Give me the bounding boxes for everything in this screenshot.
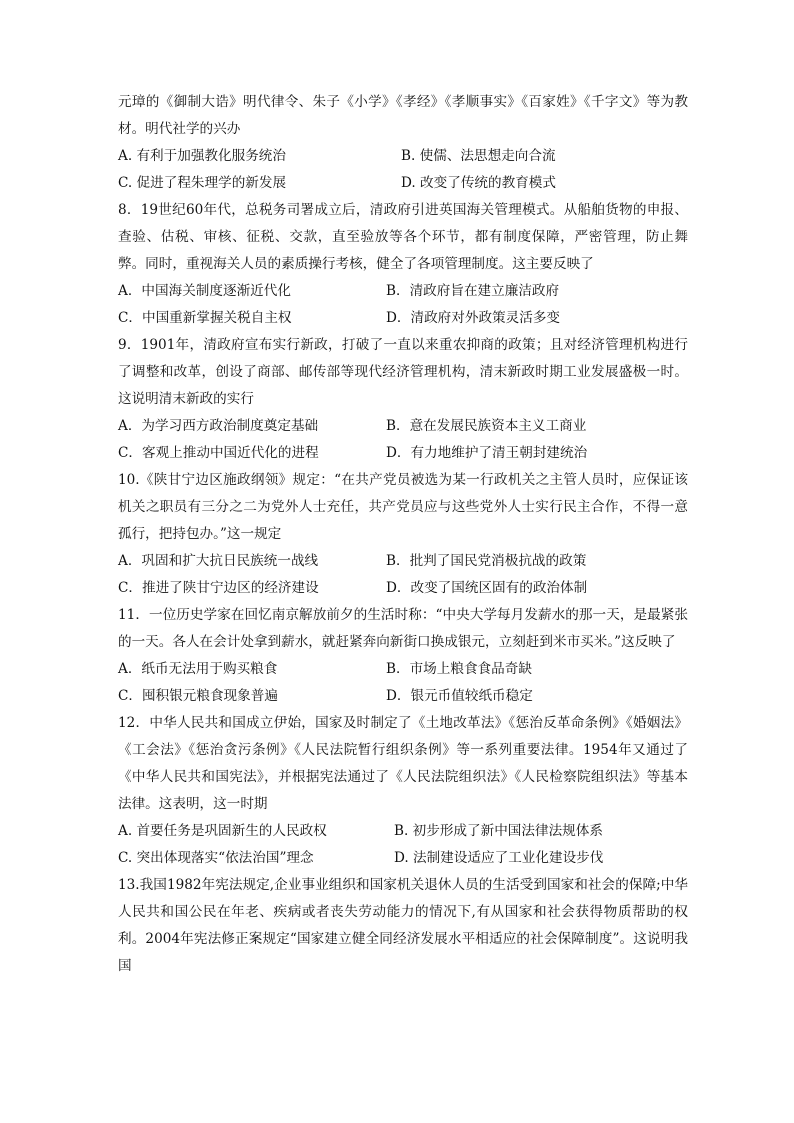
question-7-tail [118,89,688,197]
option-b: B. 初步形成了新中国法律法规体系 [394,823,603,839]
option-c: C．客观上推动中国近代化的进程 [118,445,319,461]
option-d: D．改变了国统区固有的政治体制 [386,580,588,596]
question-stem: 11．一位历史学家在回忆南京解放前夕的生活时称：“中央大学每月发薪水的那一天，是最紧张的一天。各人在会计处拿到薪水，就赶紧奔向新街口换成银元，立刻赶到米市买米。”这反映了 [118,607,688,650]
options-row [118,170,688,197]
question-11 [118,602,688,710]
options-row [118,143,688,170]
option-d: D．清政府对外政策灵活多变 [386,310,561,326]
options-row [118,818,688,845]
option-b: B. 使儒、法思想走向合流 [401,148,556,164]
option-d: D. 改变了传统的教育模式 [401,175,556,191]
question-13 [118,872,688,980]
option-a: A．纸币无法用于购买粮食 [118,661,278,677]
question-stem: 12．中华人民共和国成立伊始，国家及时制定了《土地改革法》《惩治反革命条例》《婚姻法》《工会法》《惩治贪污条例》《人民法院暂行组织条例》等一系列重要法律。1954年又通过了《中华人民共和国宪法》，并根据宪法通过了《人民法院组织法》《人民检察院组织法》等基本法律。这表明，这一时期 [118,715,688,812]
question-stem: 13.我国1982年宪法规定,企业事业组织和国家机关退休人员的生活受到国家和社会的保障;中华人民共和国公民在年老、疾病或者丧失劳动能力的情况下,有从国家和社会获得物质帮助的权利。2004年宪法修正案规定“国家建立健全同经济发展水平相适应的社会保障制度”。这说明我国 [118,877,688,974]
question-8 [118,197,688,332]
option-a: A．巩固和扩大抗日民族统一战线 [118,553,319,569]
question-stem: 9．1901年，清政府宣布实行新政，打破了一直以来重农抑商的政策；且对经济管理机构进行了调整和改革，创设了商部、邮传部等现代经济管理机构，清末新政时期工业发展盛极一时。这说明清末新政的实行 [118,337,688,407]
option-b: B．意在发展民族资本主义工商业 [386,418,587,434]
question-stem: 元璋的《御制大诰》明代律令、朱子《小学》《孝经》《孝顺事实》《百家姓》《千字文》等为教材。明代社学的兴办 [118,94,688,137]
options-row [118,548,688,575]
option-c: C．推进了陕甘宁边区的经济建设 [118,580,319,596]
options-row [118,278,688,305]
option-d: D．银元币值较纸币稳定 [386,688,533,704]
option-a: A．中国海关制度逐渐近代化 [118,283,291,299]
option-b: B．市场上粮食食品奇缺 [386,661,532,677]
option-d: D. 法制建设适应了工业化建设步伐 [394,850,604,866]
question-10 [118,467,688,602]
options-row [118,845,688,872]
option-a: A. 有利于加强教化服务统治 [118,148,286,164]
options-row [118,413,688,440]
question-12 [118,710,688,872]
option-d: D．有力地维护了清王朝封建统治 [386,445,588,461]
exam-page [118,89,688,980]
option-b: B．清政府旨在建立廉洁政府 [386,283,560,299]
question-9 [118,332,688,467]
options-row [118,683,688,710]
option-c: C．囤积银元粮食现象普遍 [118,688,278,704]
option-c: C．中国重新掌握关税自主权 [118,310,292,326]
option-a: A. 首要任务是巩固新生的人民政权 [118,823,327,839]
options-row [118,575,688,602]
question-stem: 8．19世纪60年代，总税务司署成立后，清政府引进英国海关管理模式。从船舶货物的申报、查验、估税、审核、征税、交款，直至验放等各个环节，都有制度保障，严密管理，防止舞弊。同时，重视海关人员的素质操行考核，健全了各项管理制度。这主要反映了 [118,202,688,272]
question-stem: 10.《陕甘宁边区施政纲领》规定：“在共产党员被选为某一行政机关之主管人员时，应保证该机关之职员有三分之二为党外人士充任，共产党员应与这些党外人士实行民主合作，不得一意孤行，把持包办。”这一规定 [118,472,688,542]
options-row [118,305,688,332]
option-b: B．批判了国民党消极抗战的政策 [386,553,587,569]
option-c: C. 突出体现落实“依法治国”理念 [118,850,314,866]
option-a: A．为学习西方政治制度奠定基础 [118,418,319,434]
options-row [118,440,688,467]
option-c: C. 促进了程朱理学的新发展 [118,175,287,191]
options-row [118,656,688,683]
